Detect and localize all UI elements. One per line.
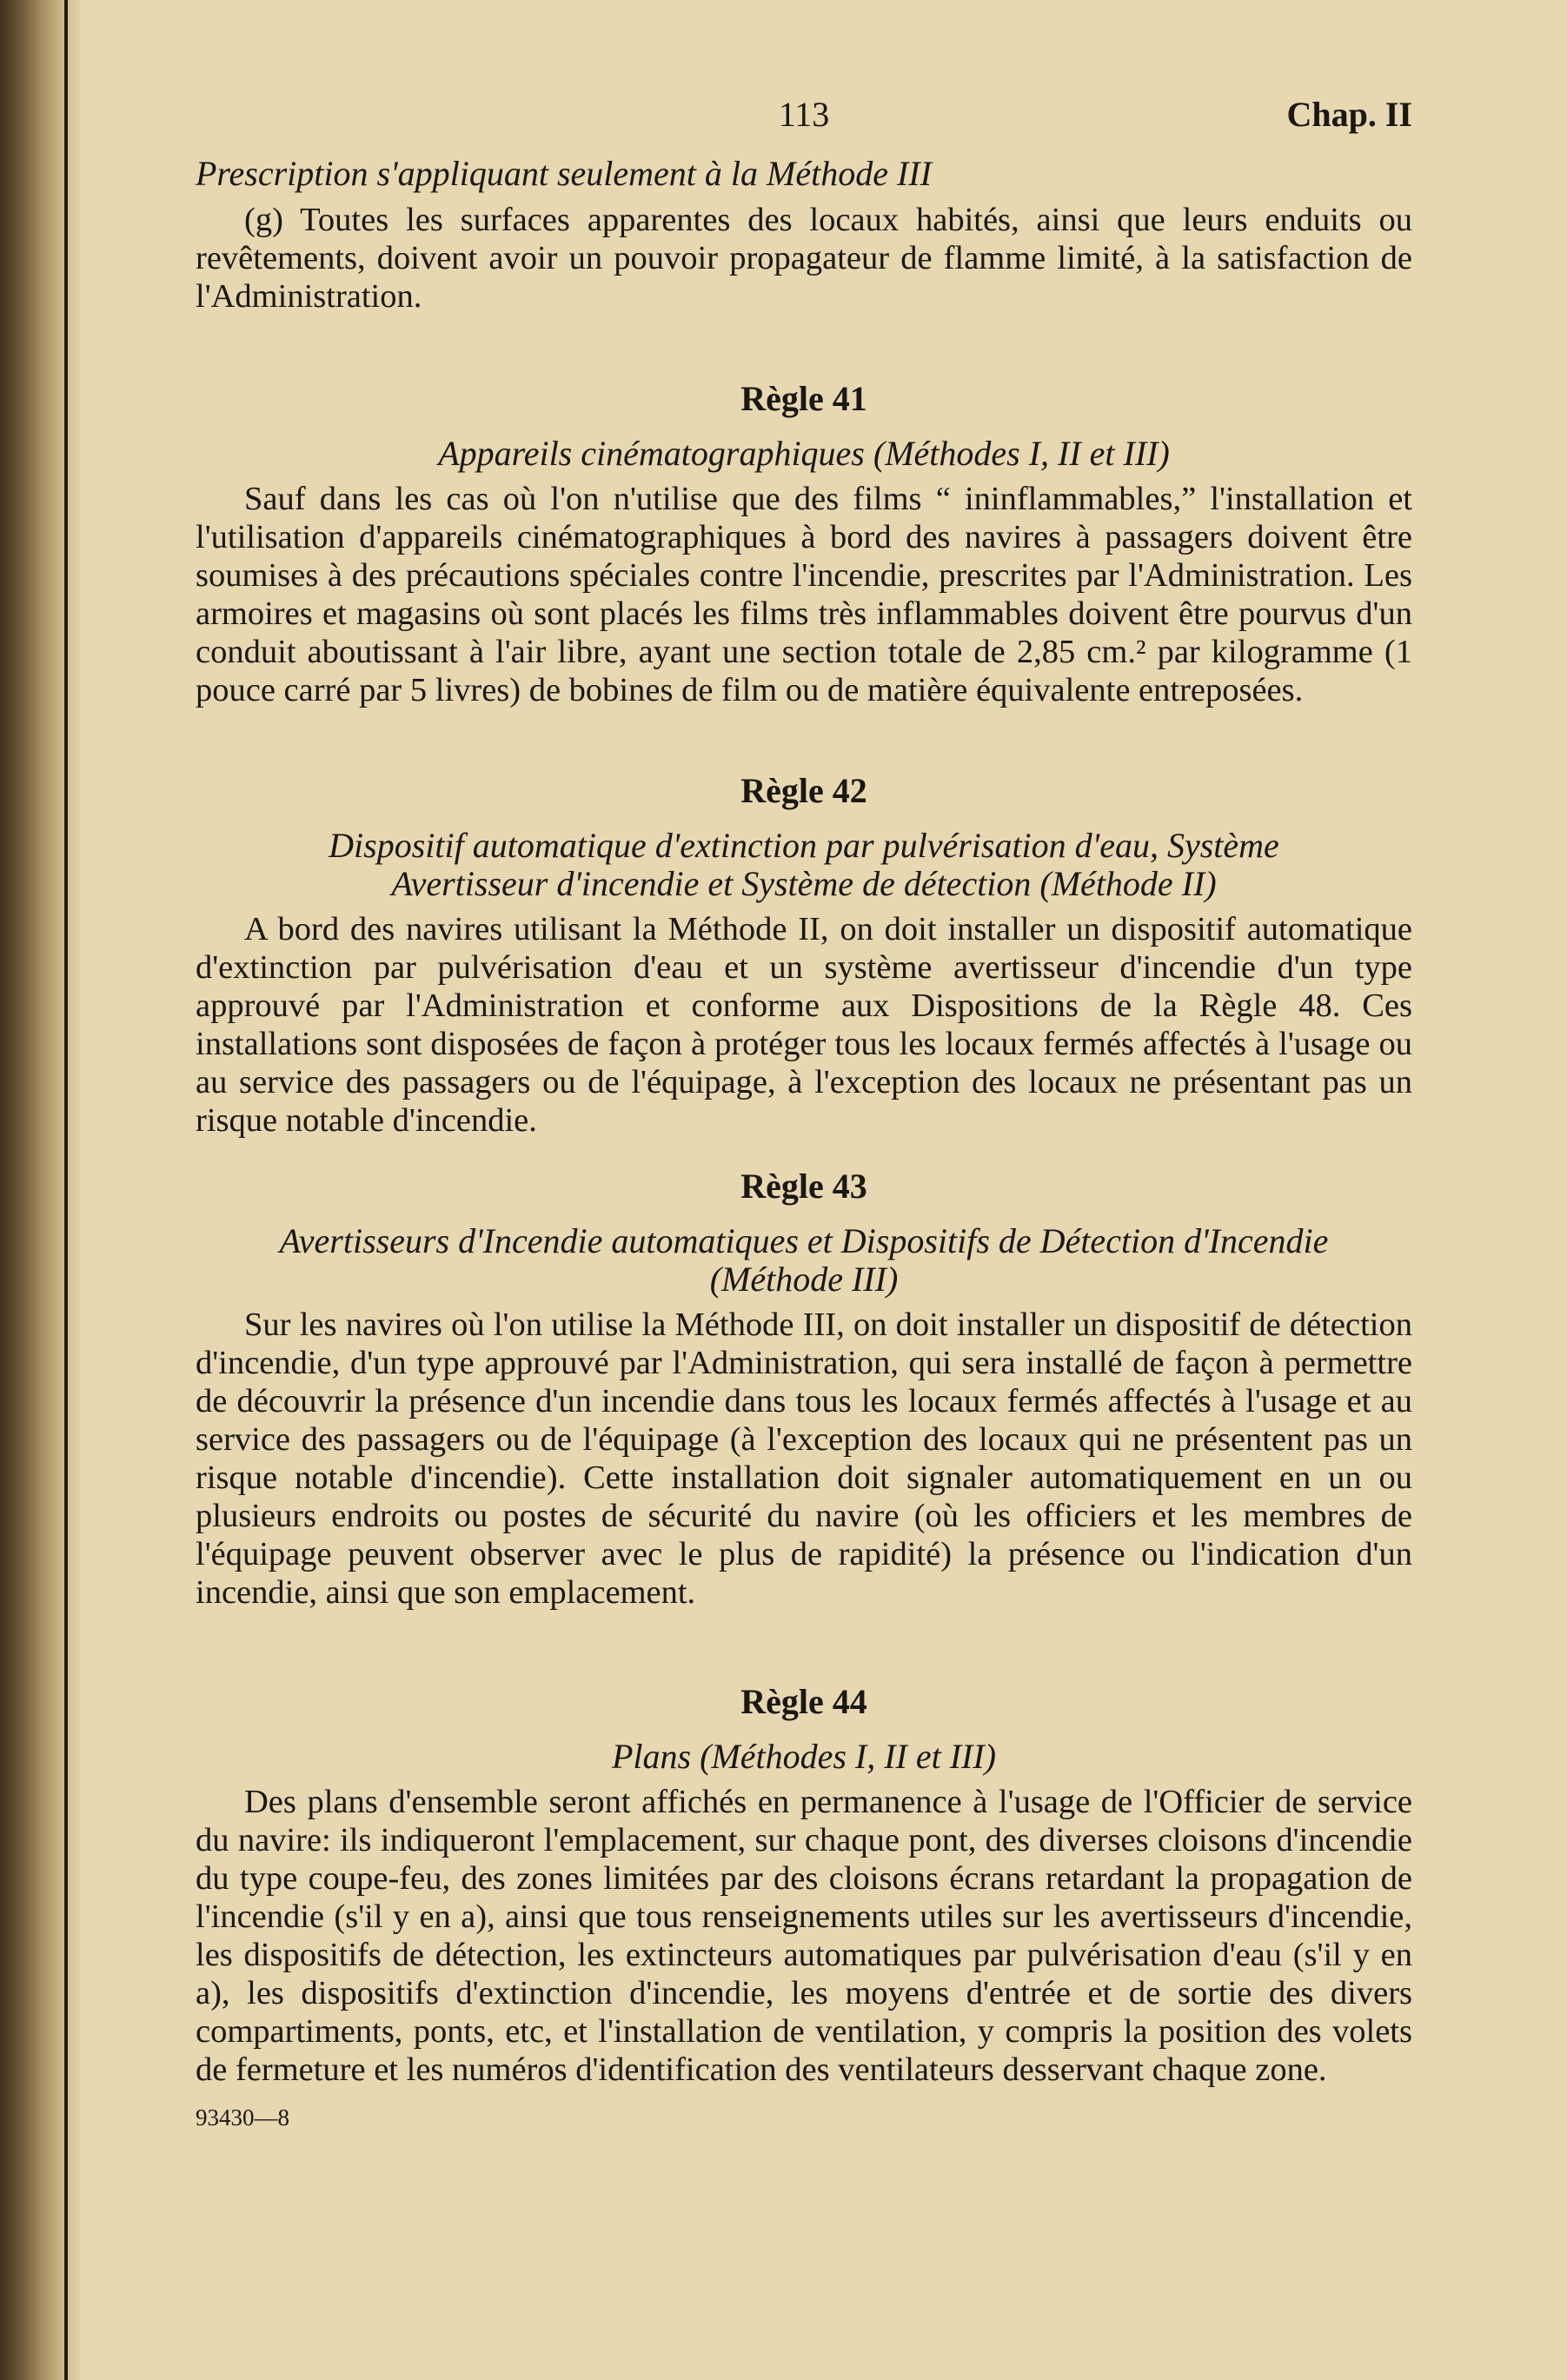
prescription-paragraph: (g) Toutes les surfaces apparentes des locaux habités, ainsi que leurs enduits ou revêtements, doivent avoir un pouvoir propagateur de flamme limité, à la satisfaction de l'Administration. [196,202,1412,315]
page-header [196,87,1412,148]
gutter-edge-line [64,0,68,2380]
rule-42-title: Règle 42 [740,771,867,810]
rule-41-title: Règle 41 [740,379,867,418]
rule-43-subtitle-line-1: Avertisseurs d'Incendie automatiques et Dispositifs de Détection d'Incendie [279,1221,1329,1260]
chapter-label: Chap. II [1286,95,1412,134]
rule-43-subtitle [196,1222,1412,1299]
book-gutter [0,0,80,2380]
rule-43-title: Règle 43 [740,1167,867,1206]
rule-44-paragraph: Des plans d'ensemble seront affichés en permanence à l'usage de l'Officier de service du navire: ils indiqueront l'emplacement, sur chaque pont, des diverses cloisons d'incendie du type coupe-feu, des zones limitées par des cloisons écrans retardant la propagation de l'incendie (s'il y en a), ainsi que tous renseignements utiles sur les avertisseurs d'incendie, les dispositifs de détection, les extincteurs automatiques par pulvérisation d'eau (s'il y en a), les dispositifs d'extinction d'incendie, les moyens d'entrée et de sortie des divers compartiments, ponts, etc, et l'installation de ventilation, y compris la position des volets de fermeture et les numéros d'identification des ventilateurs desservant chaque zone. [196,1784,1412,2088]
rule-43-paragraph: Sur les navires où l'on utilise la Méthode III, on doit installer un dispositif de détection d'incendie, d'un type approuvé par l'Administration, qui sera installé de façon à permettre de découvrir la présence d'un incendie dans tous les locaux fermés affectés à l'usage et au service des passagers ou de l'équipage (à l'exception des locaux qui ne présentent pas un risque notable d'incendie). Cette installation doit signaler automatiquement en un ou plusieurs endroits ou postes de sécurité du navire (où les officiers et les membres de l'équipage peuvent observer avec le plus de rapidité) la présence ou l'indication d'un incendie, ainsi que son emplacement. [196,1306,1412,1611]
rule-42-subtitle [196,827,1412,903]
rule-44-title: Règle 44 [740,1682,867,1721]
rule-42-subtitle-line-2: Avertisseur d'incendie et Système de détection (Méthode II) [391,864,1217,903]
rule-42-subtitle-line-1: Dispositif automatique d'extinction par pulvérisation d'eau, Système [329,826,1279,865]
rule-43-subtitle-line-2: (Méthode III) [709,1260,899,1299]
rule-41-subtitle: Appareils cinématographiques (Méthodes I, II et III) [438,434,1170,473]
document-page [196,87,1412,2347]
rule-41-paragraph: Sauf dans les cas où l'on n'utilise que des films “ ininflammables,” l'installation et l'utilisation d'appareils cinématographiques à bord des navires à passagers doivent être soumises à des précautions spéciales contre l'incendie, prescrites par l'Administration. Les armoires et magasins où sont placés les films très inflammables doivent être pourvus d'un conduit aboutissant à l'air libre, ayant une section totale de 2,85 cm.² par kilogramme (1 pouce carré par 5 livres) de bobines de film ou de matière équivalente entreposées. [196,481,1412,708]
rule-42-paragraph: A bord des navires utilisant la Méthode II, on doit installer un dispositif automatique d'extinction par pulvérisation d'eau et un système avertisseur d'incendie d'un type approuvé par l'Administration et conforme aux Dispositions de la Règle 48. Ces installations sont disposées de façon à protéger tous les locaux fermés affectés à l'usage ou au service des passagers ou de l'équipage, à l'exception des locaux ne présentant pas un risque notable d'incendie. [196,911,1412,1139]
rule-44-subtitle: Plans (Méthodes I, II et III) [611,1737,997,1776]
prescription-heading: Prescription s'appliquant seulement à la Méthode III [196,154,932,193]
print-code: 93430—8 [196,2104,289,2131]
page-number: 113 [778,95,830,134]
